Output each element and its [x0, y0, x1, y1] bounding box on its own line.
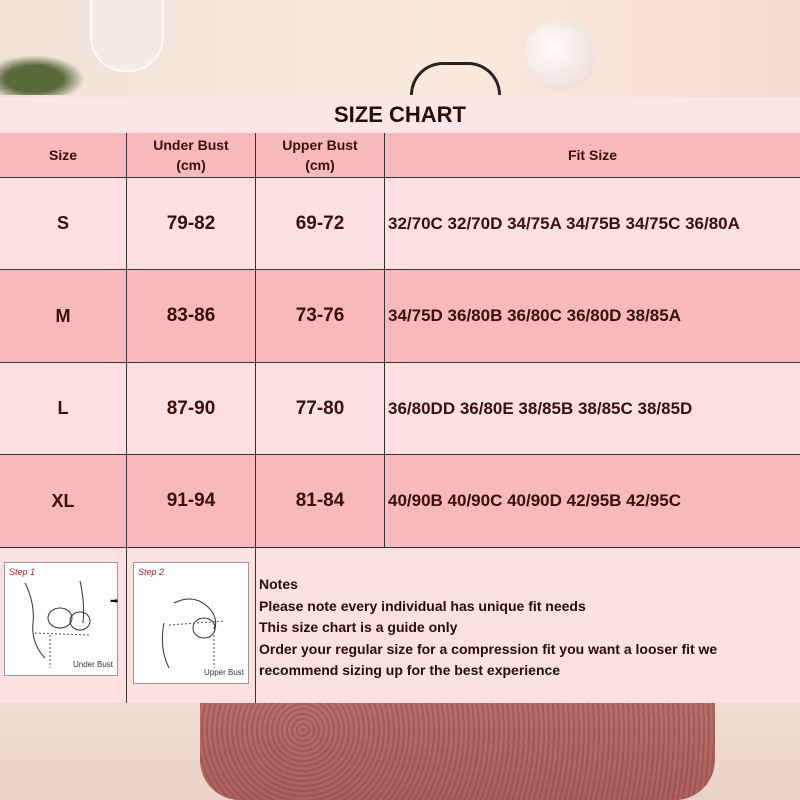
- notes-heading: Notes: [259, 576, 298, 592]
- notes-line: recommend sizing up for the best experience: [259, 662, 561, 678]
- table-cell-size: S: [0, 178, 127, 270]
- chart-title: SIZE CHART: [0, 97, 800, 134]
- table-cell-upper-bust: 81-84: [256, 455, 385, 548]
- notes-line: Order your regular size for a compression fit you want a looser fit we: [259, 640, 718, 657]
- table-cell-under-bust: 79-82: [127, 178, 256, 270]
- header-size: Size: [0, 133, 127, 178]
- table-cell-size: XL: [0, 455, 127, 548]
- table-cell-under-bust: 83-86: [127, 270, 256, 363]
- leaf-decoration: [0, 55, 85, 95]
- table-cell-size: M: [0, 270, 127, 363]
- header-upper-bust: Upper Bust (cm): [256, 133, 385, 178]
- arrow-right-icon: ➡: [110, 596, 119, 607]
- table-cell-upper-bust: 77-80: [256, 363, 385, 455]
- step1-caption: Under Bust: [72, 660, 113, 669]
- table-cell-under-bust: 91-94: [127, 455, 256, 548]
- perfume-bottle-decoration: [525, 20, 595, 90]
- instructions-row: [0, 548, 800, 703]
- notes-line: Please note every individual has unique fit needs: [259, 597, 586, 614]
- header-under-bust: Under Bust (cm): [127, 133, 256, 178]
- step2-illustration: [133, 562, 249, 684]
- size-table: [0, 133, 800, 548]
- notes-line: This size chart is a guide only: [259, 619, 458, 635]
- table-cell-fit-size: 40/90B 40/90C 40/90D 42/95B 42/95C: [385, 455, 800, 548]
- table-cell-fit-size: 32/70C 32/70D 34/75A 34/75B 34/75C 36/80A: [385, 178, 800, 270]
- step1-label: Step 1: [9, 567, 36, 577]
- lace-fabric-decoration: [200, 700, 715, 800]
- table-cell-size: L: [0, 363, 127, 455]
- table-cell-upper-bust: 73-76: [256, 270, 385, 363]
- table-cell-fit-size: 36/80DD 36/80E 38/85B 38/85C 38/85D: [385, 363, 800, 455]
- size-chart: [0, 97, 800, 703]
- table-cell-under-bust: 87-90: [127, 363, 256, 455]
- step1-illustration: [4, 562, 118, 676]
- notes-cell: [256, 548, 800, 703]
- step2-cell: [127, 548, 256, 703]
- step2-caption: Upper Bust: [203, 668, 244, 677]
- upper-bust-measure-icon: [134, 563, 248, 683]
- step1-cell: [0, 548, 127, 703]
- step2-label: Step 2: [138, 567, 165, 577]
- table-cell-upper-bust: 69-72: [256, 178, 385, 270]
- notes-text: [259, 574, 799, 682]
- header-fit-size: Fit Size: [385, 133, 800, 178]
- glass-decoration: [90, 0, 164, 72]
- under-bust-measure-icon: [5, 563, 117, 675]
- table-cell-fit-size: 34/75D 36/80B 36/80C 36/80D 38/85A: [385, 270, 800, 363]
